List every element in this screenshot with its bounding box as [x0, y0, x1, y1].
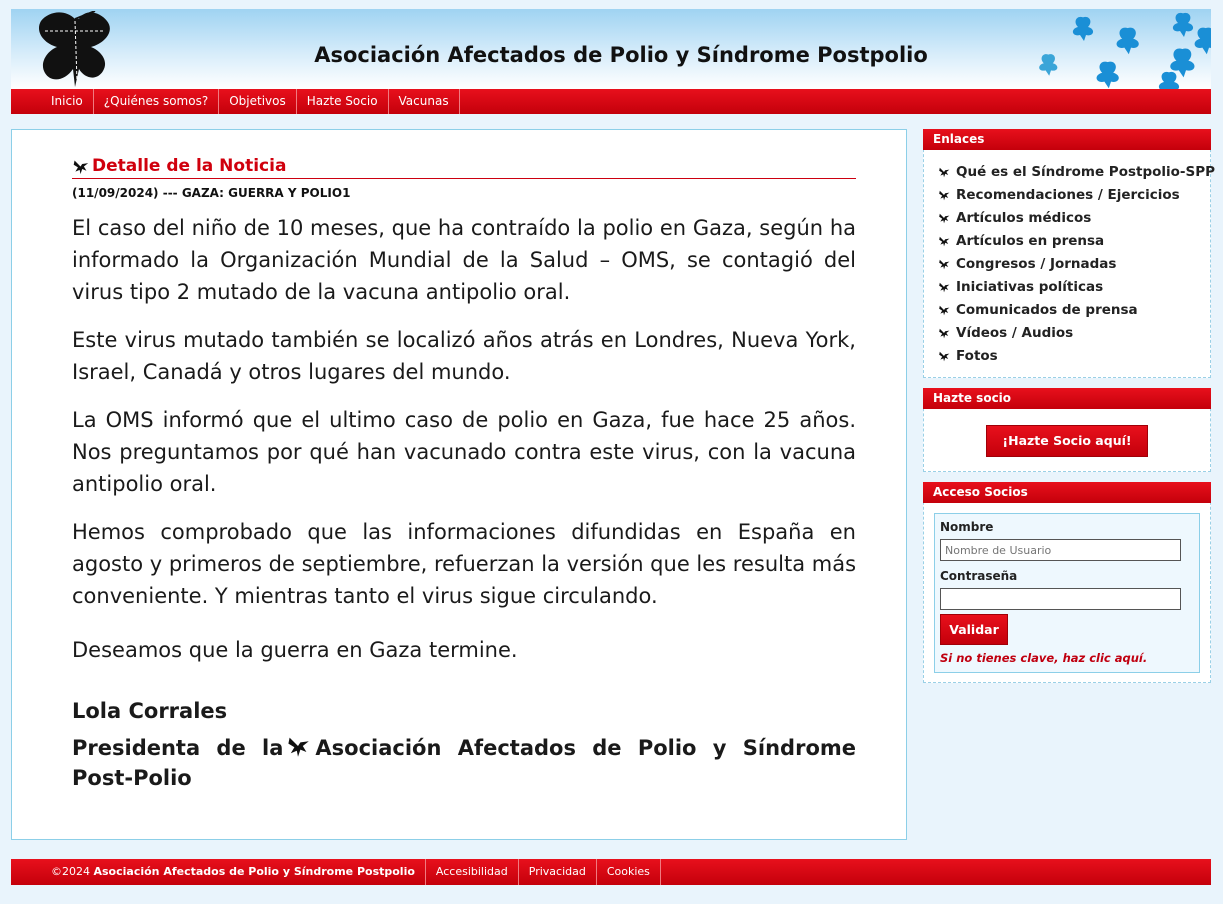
butterfly-icon	[938, 327, 950, 339]
news-section-title	[72, 156, 856, 179]
sidebar-link-recomendaciones[interactable]	[938, 183, 1210, 206]
butterfly-icon	[938, 212, 950, 224]
butterfly-icon	[72, 158, 89, 175]
butterfly-icon	[938, 304, 950, 316]
butterfly-icon	[938, 258, 950, 270]
butterfly-icon	[938, 281, 950, 293]
sidebar-link-label: Artículos en prensa	[956, 232, 1105, 249]
site-footer	[11, 859, 1211, 885]
sidebar-link-label: Qué es el Síndrome Postpolio-SPP	[956, 163, 1216, 180]
join-box-title: Hazte socio	[923, 388, 1211, 409]
sidebar-link-iniciativas[interactable]	[938, 275, 1210, 298]
butterfly-icon	[938, 189, 950, 201]
footer-link-privacidad[interactable]: Privacidad	[519, 859, 597, 885]
password-label: Contraseña	[940, 569, 1018, 583]
sidebar-link-congresos[interactable]	[938, 252, 1210, 275]
sidebar-link-label: Artículos médicos	[956, 209, 1092, 226]
sidebar-link-label: Iniciativas políticas	[956, 278, 1104, 295]
no-password-link[interactable]: Si no tienes clave, haz clic aquí.	[940, 651, 1148, 665]
password-input[interactable]	[940, 588, 1181, 610]
nav-item-vacunas[interactable]: Vacunas	[389, 89, 460, 114]
sidebar-link-comunicados[interactable]	[938, 298, 1210, 321]
validate-button[interactable]: Validar	[940, 614, 1008, 645]
username-input[interactable]	[940, 539, 1181, 561]
footer-copyright-year: ©2024	[51, 865, 90, 878]
article-paragraph: La OMS informó que el ultimo caso de polio en Gaza, fue hace 25 años. Nos preguntamos por qué han vacunado contra este virus, con la vacuna antipolio oral.	[72, 408, 856, 496]
join-box	[923, 388, 1211, 472]
login-box	[923, 482, 1211, 683]
nav-item-hazte-socio[interactable]: Hazte Socio	[297, 89, 389, 114]
news-date-headline: (11/09/2024) --- GAZA: GUERRA Y POLIO1	[72, 186, 351, 200]
article-paragraph: Hemos comprobado que las informaciones difundidas en España en agosto y primeros de septiembre, refuerzan la versión que les resulta más conveniente. Y mientras tanto el virus sigue circulando.	[72, 520, 857, 608]
sidebar-link-fotos[interactable]	[938, 344, 1210, 367]
news-article-body	[72, 212, 856, 682]
article-paragraph: El caso del niño de 10 meses, que ha contraído la polio en Gaza, según ha informado la Organización Mundial de la Salud – OMS, se contagió del virus tipo 2 mutado de la vacuna antipolio oral.	[72, 216, 856, 304]
sidebar-link-label: Comunicados de prensa	[956, 301, 1138, 318]
sidebar-link-articulos-prensa[interactable]	[938, 229, 1210, 252]
footer-copyright-org: Asociación Afectados de Polio y Síndrome Postpolio	[93, 865, 415, 878]
footer-link-cookies[interactable]: Cookies	[597, 859, 661, 885]
sidebar-link-label: Vídeos / Audios	[956, 324, 1074, 341]
butterfly-icon	[938, 235, 950, 247]
username-label: Nombre	[940, 520, 994, 534]
signature-role	[72, 733, 856, 793]
links-box-title: Enlaces	[923, 129, 1211, 150]
login-box-title: Acceso Socios	[923, 482, 1211, 503]
butterfly-icon	[938, 166, 950, 178]
butterfly-icon	[938, 350, 950, 362]
news-section-title-text: Detalle de la Noticia	[92, 156, 287, 176]
main-nav	[11, 89, 1211, 114]
footer-copyright	[41, 859, 426, 885]
nav-item-objetivos[interactable]: Objetivos	[219, 89, 297, 114]
sidebar-link-que-es-spp[interactable]	[938, 160, 1216, 183]
login-form	[934, 513, 1200, 673]
join-button[interactable]: ¡Hazte Socio aquí!	[986, 425, 1148, 457]
links-box	[923, 129, 1216, 378]
sidebar-link-label: Congresos / Jornadas	[956, 255, 1117, 272]
blue-butterflies-decoration	[1036, 9, 1211, 89]
site-header	[11, 9, 1211, 89]
signature-role-org: Asociación Afectados de Polio y Síndrome Post-Polio	[72, 736, 857, 790]
nav-item-inicio[interactable]: Inicio	[41, 89, 94, 114]
signature-role-prefix: Presidenta de la	[72, 736, 284, 760]
sidebar-link-videos[interactable]	[938, 321, 1210, 344]
nav-item-quienes-somos[interactable]: ¿Quiénes somos?	[94, 89, 219, 114]
sidebar-link-label: Fotos	[956, 347, 998, 364]
news-detail-panel	[11, 129, 907, 840]
sidebar-link-articulos-medicos[interactable]	[938, 206, 1210, 229]
article-paragraph: Este virus mutado también se localizó años atrás en Londres, Nueva York, Israel, Canadá y otros lugares del mundo.	[72, 328, 856, 384]
butterfly-icon	[285, 734, 311, 758]
article-paragraph: Deseamos que la guerra en Gaza termine.	[72, 638, 518, 662]
footer-link-accesibilidad[interactable]: Accesibilidad	[426, 859, 519, 885]
links-list	[924, 150, 1216, 375]
site-title: Asociación Afectados de Polio y Síndrome Postpolio	[314, 43, 928, 67]
signature-name: Lola Corrales	[72, 699, 228, 723]
sidebar-link-label: Recomendaciones / Ejercicios	[956, 186, 1180, 203]
